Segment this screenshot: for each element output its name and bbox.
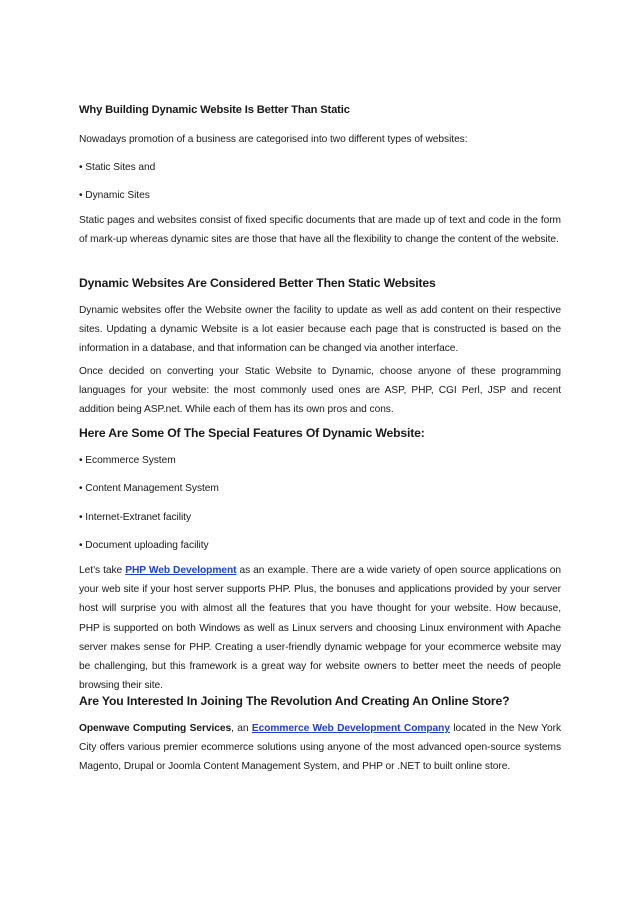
php-paragraph-start: Let’s take [79,565,126,576]
list-item-dynamic-sites: • Dynamic Sites [79,190,150,201]
final-paragraph [79,719,561,777]
list-item-static-sites: • Static Sites and [79,162,156,173]
php-paragraph [79,561,561,695]
dynamic-paragraph-1: Dynamic websites offer the Website owner the facility to update as well as add content on their respective sites. Updating a dynamic Website is a lot easier because each page that is constructed is based on the information in a database, and that information can be changed via another interface. [79,305,561,355]
heading-dynamic-better: Dynamic Websites Are Considered Better Then Static Websites [79,276,436,290]
final-paragraph-mid: , an [231,723,252,734]
document-title: Why Building Dynamic Website Is Better Than Static [79,104,350,116]
company-name: Openwave Computing Services [79,723,232,734]
final-paragraph-rest: located in the New York City offers various premier ecommerce solutions using anyone of the most advanced open-source systems Magento, Drupal or Joomla Content Management System, and PHP or .NET to built online store. [79,723,561,773]
php-web-development-link[interactable]: PHP Web Development [125,565,237,576]
list-item-document-upload: • Document uploading facility [79,540,209,551]
heading-online-store: Are You Interested In Joining The Revolution And Creating An Online Store? [79,694,510,708]
list-item-ecommerce: • Ecommerce System [79,455,176,466]
intro-paragraph: Nowadays promotion of a business are categorised into two different types of websites: [79,134,468,145]
ecommerce-web-development-link[interactable]: Ecommerce Web Development Company [251,723,450,734]
php-paragraph-rest: as an example. There are a wide variety of open source applications on your web site if your host server supports PHP. Plus, the bonuses and applications provided by your server host will surprise you with almost all the features that you have thought for your website. How because, PHP is supported on both Windows as well as Linux servers and choosing Linux environment with Apache server makes sense for PHP. Creating a user-friendly dynamic webpage for your ecommerce website may be challenging, but this framework is a great way for website owners to better meet the needs of people browsing their site. [79,565,562,692]
heading-special-features: Here Are Some Of The Special Features Of Dynamic Website: [79,426,425,440]
list-item-extranet: • Internet-Extranet facility [79,512,192,523]
list-item-cms: • Content Management System [79,483,219,494]
static-sites-paragraph: Static pages and websites consist of fixed specific documents that are made up of text and code in the form of mark-up whereas dynamic sites are those that have all the flexibility to change the content of the website. [79,215,561,246]
dynamic-paragraph-2: Once decided on converting your Static Website to Dynamic, choose anyone of these programming languages for your website: the most commonly used ones are ASP, PHP, CGI Perl, JSP and recent addition being ASP.net. While each of them has its own pros and cons. [79,366,561,416]
